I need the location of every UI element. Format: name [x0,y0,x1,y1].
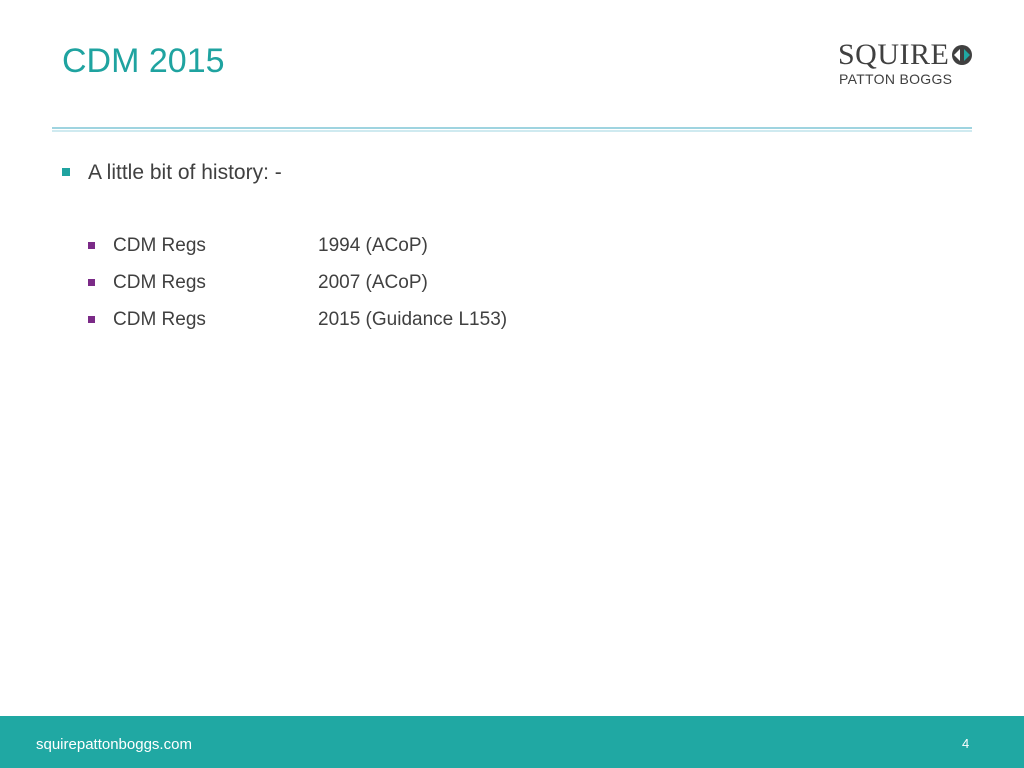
purple-square-bullet-icon [88,242,95,249]
footer-bar [0,716,1024,768]
teal-square-bullet-icon [62,168,70,176]
title-divider [52,127,972,132]
squire-logo-mark-icon [951,44,973,66]
list-item-label: CDM Regs [113,272,206,293]
list-item [88,272,588,309]
list-item-value: 1994 (ACoP) [318,235,428,256]
logo-line-2: PATTON BOGGS [839,71,953,87]
logo-line-1: SQUIRE [838,38,950,71]
purple-square-bullet-icon [88,316,95,323]
slide-title: CDM 2015 [62,42,225,80]
main-bullet-text: A little bit of history: - [88,161,282,184]
list-item-label: CDM Regs [113,235,206,256]
list-item-value: 2015 (Guidance L153) [318,309,508,330]
page-number: 4 [962,736,970,751]
company-logo [838,40,978,92]
footer-website-link[interactable]: squirepattonboggs.com [36,736,192,753]
list-item-label: CDM Regs [113,309,206,330]
history-list [88,235,588,346]
list-item [88,309,588,346]
purple-square-bullet-icon [88,279,95,286]
list-item-value: 2007 (ACoP) [318,272,428,293]
list-item [88,235,588,272]
